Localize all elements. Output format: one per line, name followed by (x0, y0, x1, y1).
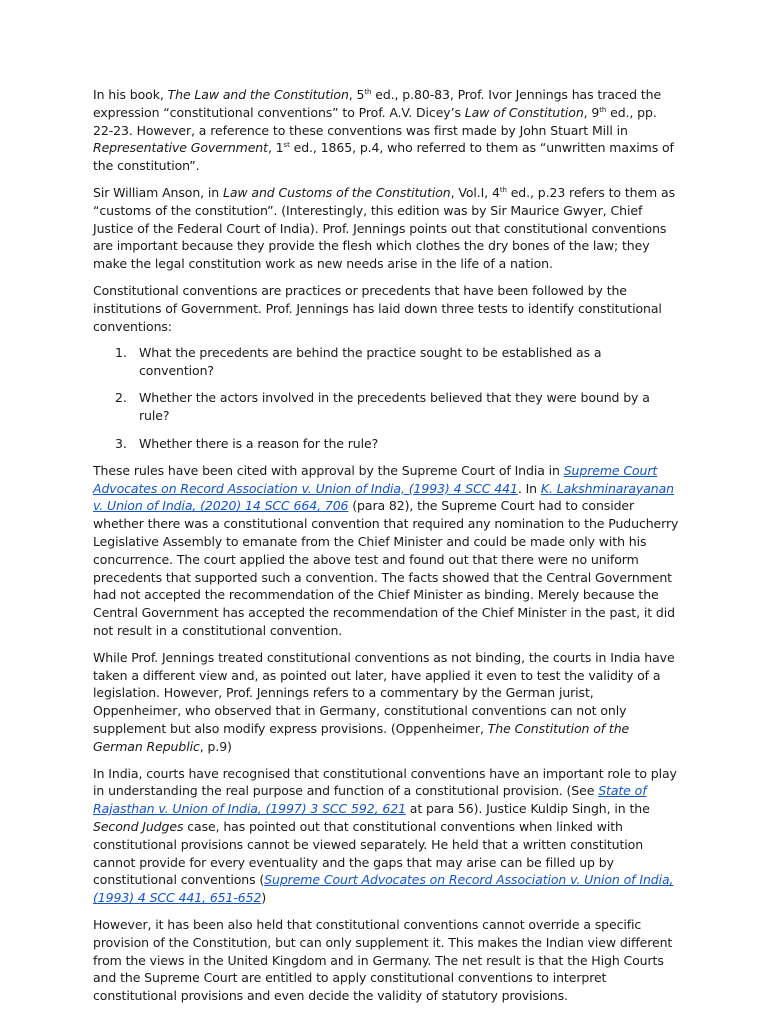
case-link[interactable]: State of Rajasthan v. Union of India, (1997) 3 SCC 592, 621 (93, 783, 647, 817)
book-title: The Constitution of the German Republic (93, 721, 630, 754)
case-link[interactable]: K. Lakshminarayanan v. Union of India, (2020) 14 SCC 664, 706 (93, 480, 674, 514)
case-link[interactable]: Supreme Court Advocates on Record Association v. Union of India, (1993) 4 SCC 441, 651-652 (93, 872, 674, 906)
tests-list (93, 344, 679, 452)
book-title: The Law and the Constitution (167, 87, 349, 102)
list-number: 1. (115, 345, 127, 361)
paragraph-origin-of-conventions: In his book, The Law and the Constitution, 5th ed., p.80-83, Prof. Ivor Jennings has traced the expression “constitutional conventions” to Prof. A.V. Dicey’s Law of Constitution, 9th ed., pp. 22-23. However, a reference to these conventions was first made by John Stuart Mill in Representative Government, 1st ed., 1865, p.4, who referred to them as “unwritten maxims of the constitution”. (93, 87, 674, 174)
list-item (93, 435, 679, 453)
list-item-text: Whether there is a reason for the rule? (139, 435, 379, 451)
book-title: Law of Constitution (464, 104, 584, 120)
book-title: Law and Customs of the Constitution (222, 184, 451, 200)
list-item (93, 344, 679, 380)
book-title: Representative Government (93, 140, 268, 156)
case-link[interactable]: Supreme Court Advocates on Record Association v. Union of India, (1993) 4 SCC 441 (93, 462, 658, 496)
case-name: Second Judges (93, 818, 184, 834)
paragraph-supreme-court: These rules have been cited with approval by the Supreme Court of India in Supreme Court Advocates on Record Association v. Union of India, (1993) 4 SCC 441. In K. Lakshminarayanan v. Union of India, (2020) 14 SCC 664, 706 (para 82), the Supreme Court had to consider whether there was a constitutional convention that required any nomination to the Puducherry Legislative Assembly to emanate from the Chief Minister and could be made only with his concurrence. The court applied the above test and found out that there were no uniform precedents that supported such a convention. The facts showed that the Central Government had not accepted the recommendation of the Chief Minister as binding. Merely because the Central Government has accepted the recommendation of the Chief Minister in the past, it did not result in a constitutional convention. (93, 462, 679, 639)
paragraph-oppenheimer: While Prof. Jennings treated constitutional conventions as not binding, the courts in India have taken a different view and, as pointed out later, have applied it even to test the validity of a legislation. However, Prof. Jennings refers to a commentary by the German jurist, Oppenheimer, who observed that in Germany, constitutional conventions can not only supplement but also modify express provisions. (Oppenheimer, The Constitution of the German Republic, p.9) (93, 649, 675, 754)
document-body (93, 86, 679, 1014)
paragraph-conclusion: However, it has been also held that constitutional conventions cannot override a specific provision of the Constitution, but can only supplement it. This makes the Indian view different from the views in the United Kingdom and in Germany. The net result is that the High Courts and the Supreme Court are entitled to apply constitutional conventions to interpret constitutional provisions and even decide the validity of statutory provisions. (93, 916, 673, 1004)
list-item-text: Whether the actors involved in the precedents believed that they were bound by a rule? (139, 390, 650, 424)
list-number: 3. (115, 435, 127, 451)
list-item-text: What the precedents are behind the practice sought to be established as a convention? (139, 345, 602, 379)
paragraph-india-courts: In India, courts have recognised that constitutional conventions have an important role to play in understanding the real purpose and function of a constitutional provision. (See State of Rajasthan v. Union of India, (1997) 3 SCC 592, 621 at para 56). Justice Kuldip Singh, in the Second Judges case, has pointed out that constitutional conventions when linked with constitutional provisions cannot be viewed separately. He held that a written constitution cannot provide for every eventuality and the gaps that may arise can be filled up by constitutional conventions (Supreme Court Advocates on Record Association v. Union of India, (1993) 4 SCC 441, 651-652) (93, 765, 677, 906)
list-number: 2. (115, 390, 127, 406)
paragraph-anson: Sir William Anson, in Law and Customs of the Constitution, Vol.I, 4th ed., p.23 refers to them as “customs of the constitution”. (Interestingly, this edition was by Sir Maurice Gwyer, Chief Justice of the Federal Court of India). Prof. Jennings points out that constitutional conventions are important because they provide the flesh which clothes the dry bones of the law; they make the legal constitution work as new needs arise in the life of a nation. (93, 184, 675, 272)
paragraph-definition: Constitutional conventions are practices or precedents that have been followed by the institutions of Government. Prof. Jennings has laid down three tests to identify constitutional conventions: (93, 282, 662, 334)
list-item (93, 389, 679, 425)
